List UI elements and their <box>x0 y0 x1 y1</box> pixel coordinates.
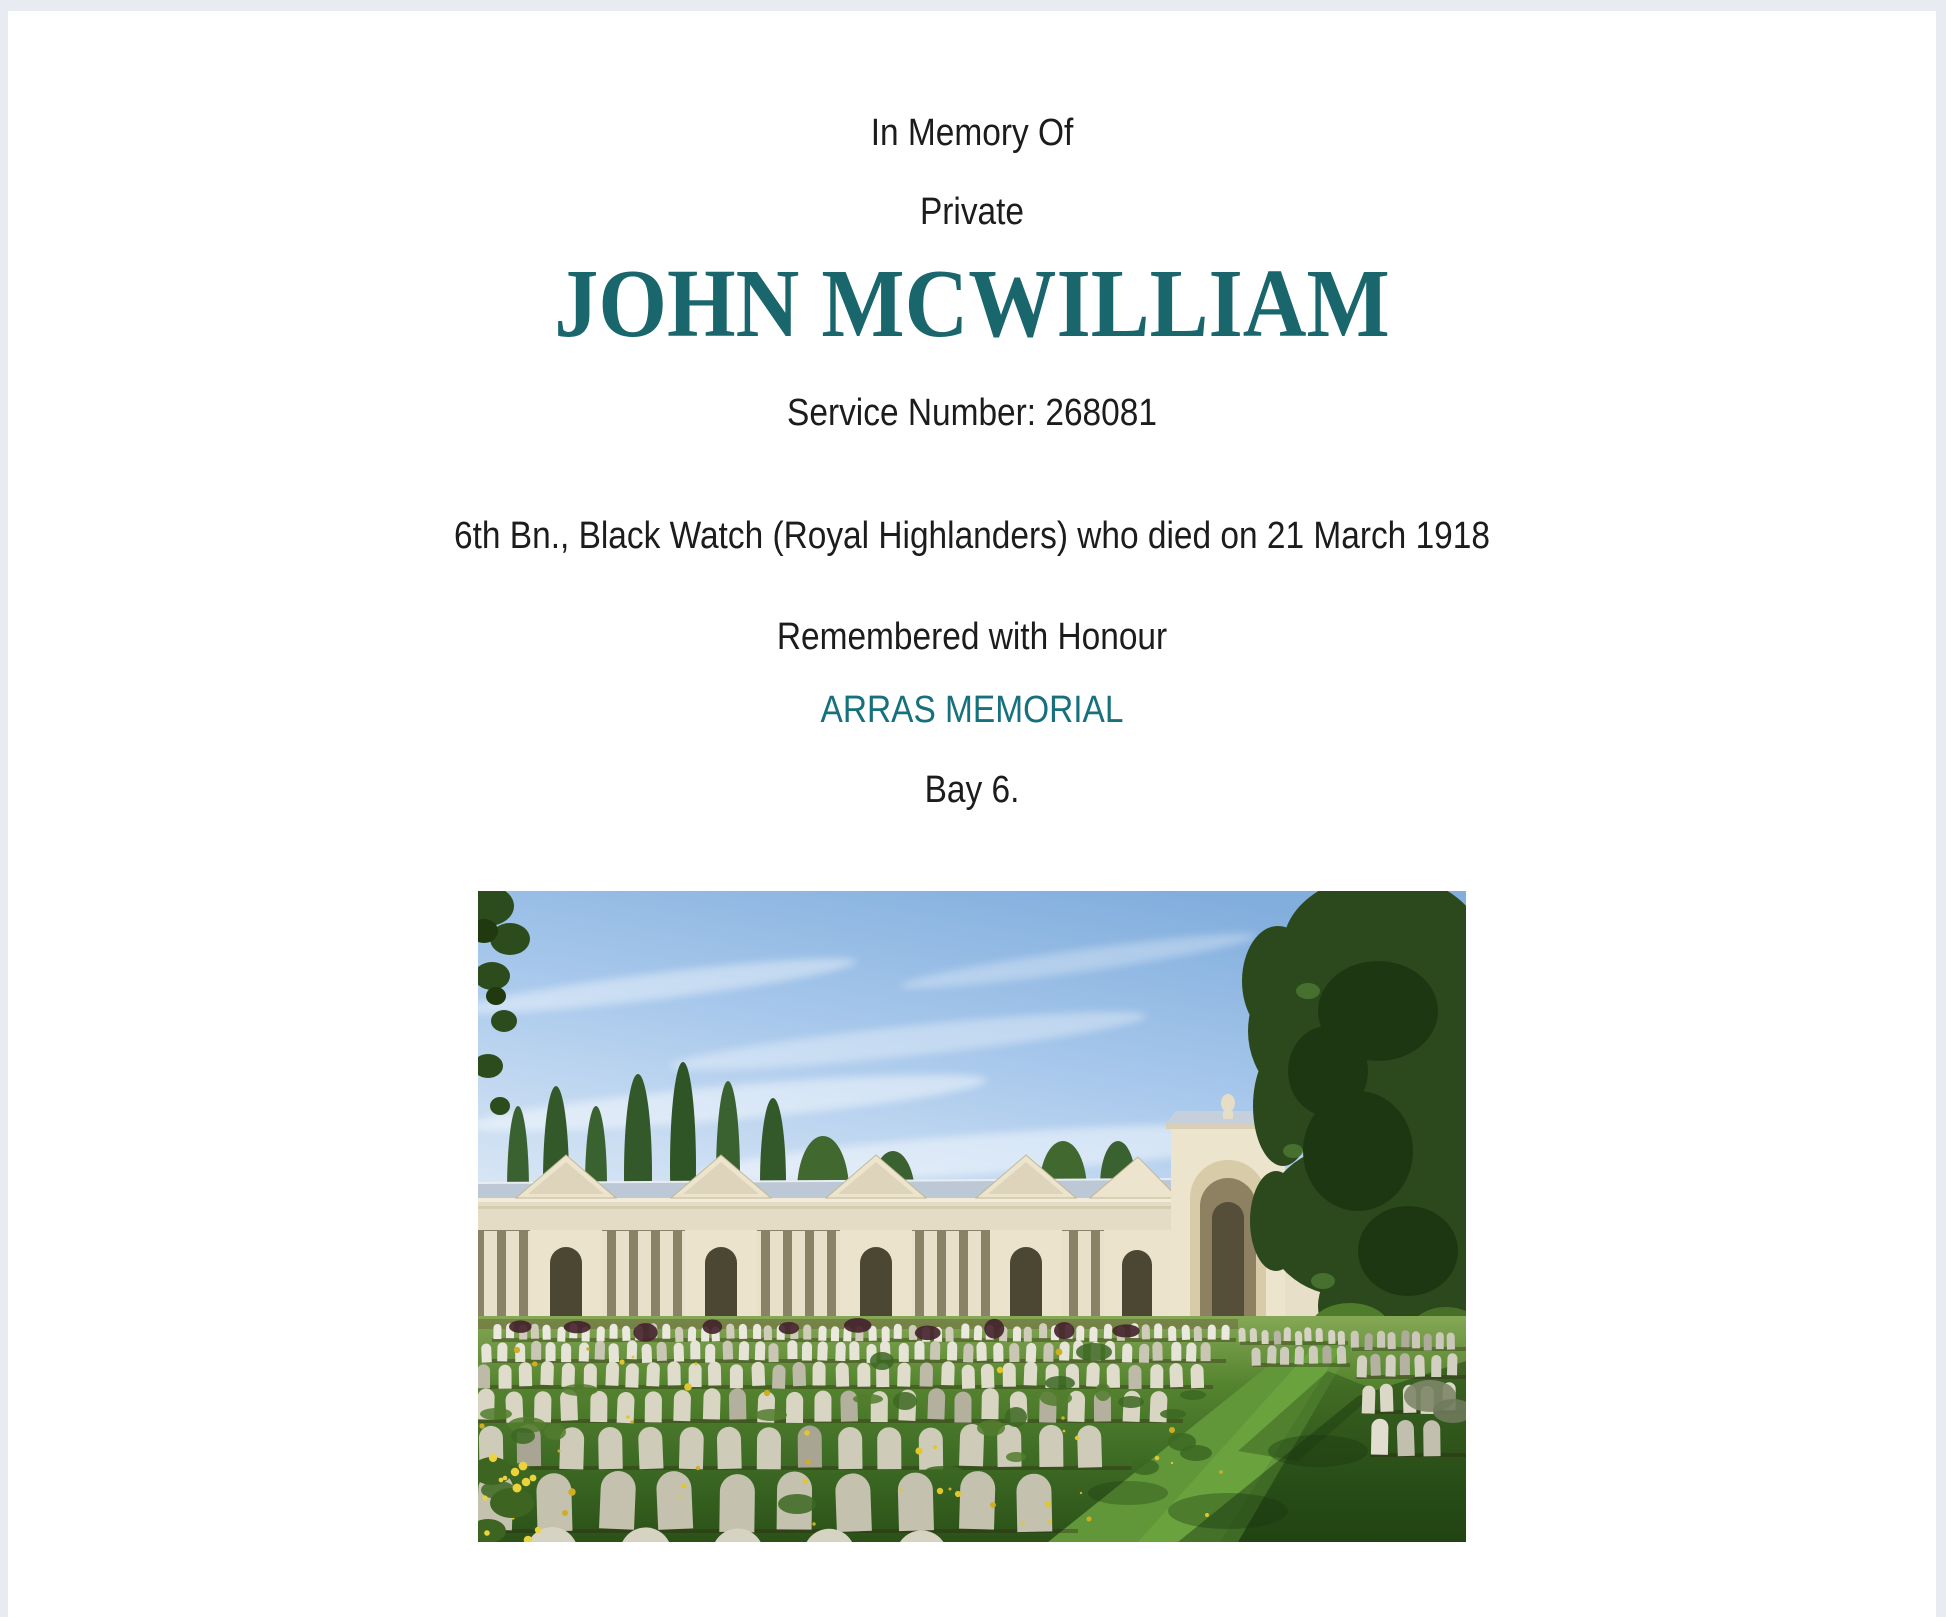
panel-reference-line: Bay 6. <box>924 769 1020 811</box>
certificate-page <box>8 11 1936 1617</box>
memorial-photo <box>478 891 1466 1542</box>
honour-line: Remembered with Honour <box>776 616 1168 658</box>
unit-line: 6th Bn., Black Watch (Royal Highlanders) who died on 21 March 1918 <box>454 515 1490 557</box>
service-number-line: Service Number: 268081 <box>787 392 1157 434</box>
memorial-photo-illustration <box>478 891 1466 1542</box>
intro-line: In Memory Of <box>870 112 1074 154</box>
memorial-name-link[interactable]: ARRAS MEMORIAL <box>820 689 1124 731</box>
rank-line: Private <box>919 191 1025 233</box>
casualty-name: JOHN MCWILLIAM <box>554 250 1390 358</box>
